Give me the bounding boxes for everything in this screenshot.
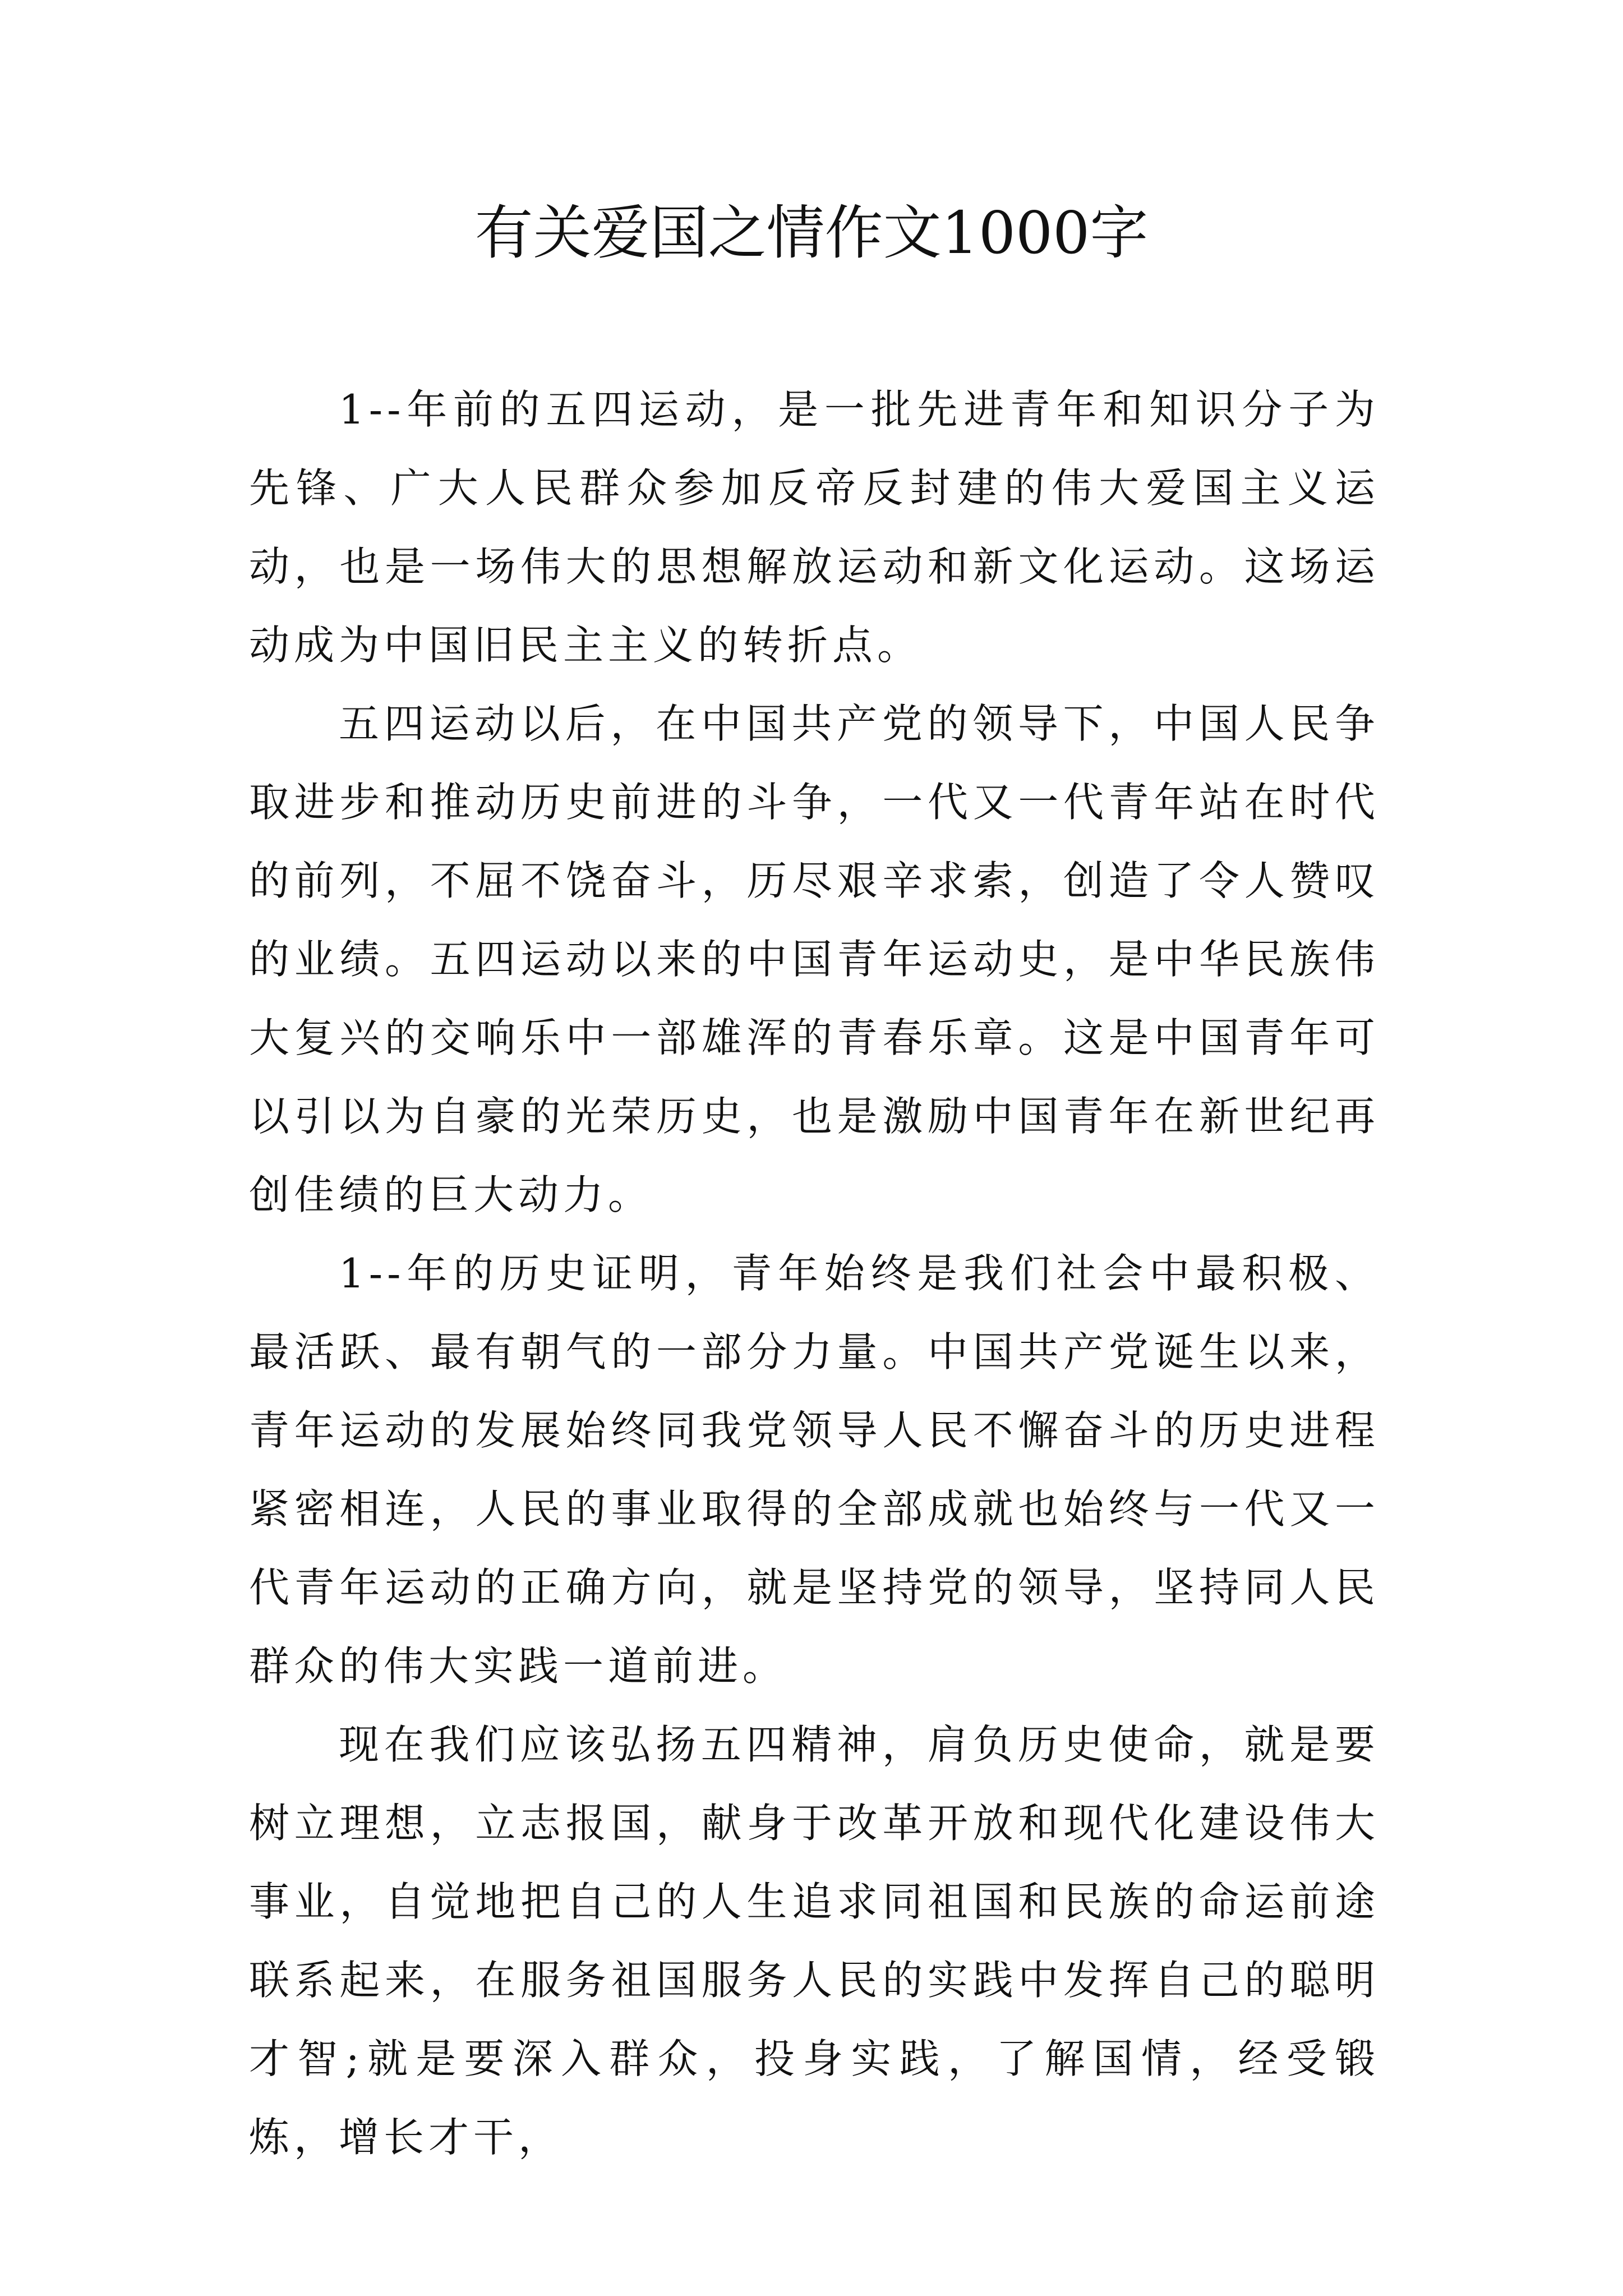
document-title: 有关爱国之情作文1000字 (474, 199, 1149, 267)
paragraph-1: 1--年前的五四运动，是一批先进青年和知识分子为先锋、广大人民群众参加反帝反封建的伟大爱国主义运动，也是一场伟大的思想解放运动和新文化运动。这场运动成为中国旧民主主义的转折点。 (249, 386, 1380, 669)
document-body (249, 370, 1380, 2177)
paragraph-4: 现在我们应该弘扬五四精神，肩负历史使命，就是要树立理想，立志报国，献身于改革开放和现代化建设伟大事业，自觉地把自己的人生追求同祖国和民族的命运前途联系起来，在服务祖国服务人民的实践中发挥自己的聪明才智;就是要深入群众，投身实践，了解国情，经受锻炼，增长才干， (249, 1721, 1380, 2161)
paragraph-3: 1--年的历史证明，青年始终是我们社会中最积极、最活跃、最有朝气的一部分力量。中国共产党诞生以来，青年运动的发展始终同我党领导人民不懈奋斗的历史进程紧密相连，人民的事业取得的全部成就也始终与一代又一代青年运动的正确方向，就是坚持党的领导，坚持同人民群众的伟大实践一道前进。 (249, 1250, 1380, 1690)
paragraph-2: 五四运动以后，在中国共产党的领导下，中国人民争取进步和推动历史前进的斗争，一代又一代青年站在时代的前列，不屈不饶奋斗，历尽艰辛求索，创造了令人赞叹的业绩。五四运动以来的中国青年运动史，是中华民族伟大复兴的交响乐中一部雄浑的青春乐章。这是中国青年可以引以为自豪的光荣历史，也是激励中国青年在新世纪再创佳绩的巨大动力。 (249, 700, 1380, 1218)
